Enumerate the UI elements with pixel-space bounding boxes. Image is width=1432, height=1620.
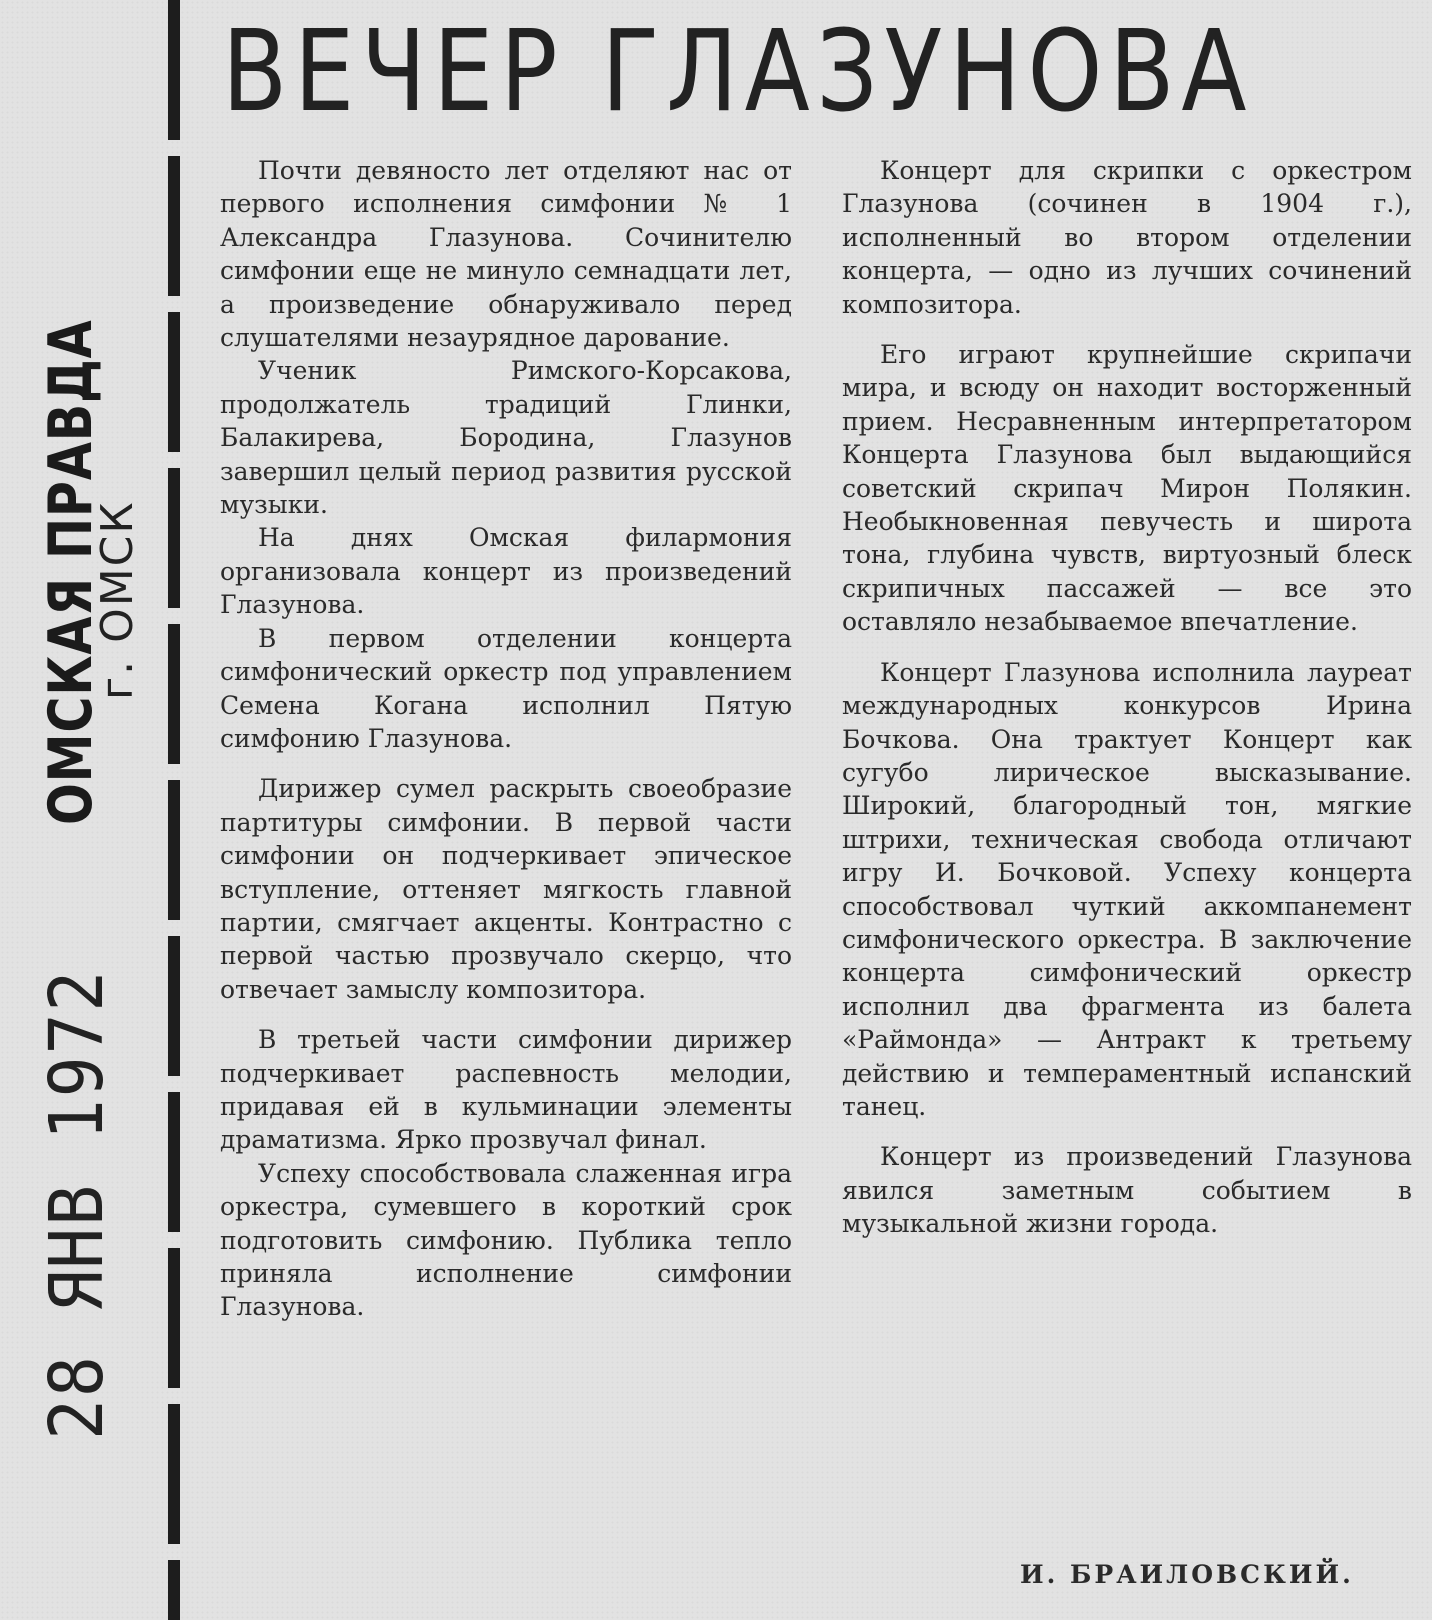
paragraph: В первом отделении концерта симфонический оркестр под управлением Семена Когана исполнил Пятую симфонию Глазунова.	[220, 623, 792, 753]
article-column-left	[220, 154, 792, 1324]
author-signature: И. БРАИЛОВСКИЙ.	[1020, 1560, 1354, 1589]
paragraph: В третьей части симфонии дирижер подчеркивает распевность мелодии, придавая ей в кульминации элементы драматизма. Ярко прозвучал финал.	[220, 1025, 792, 1155]
article-headline: ВЕЧЕР ГЛАЗУНОВА	[222, 7, 1254, 137]
paragraph: На днях Омская филармония организовала концерт из произведений Глазунова.	[220, 523, 792, 620]
paragraph: Дирижер сумел раскрыть своеобразие партитуры симфонии. В первой части симфонии он подчеркивает эпическое вступление, оттеняет мягкость главной партии, смягчает акценты. Контрастно с первой частью прозвучало скерцо, что отвечает замыслу композитора.	[220, 774, 792, 1004]
paragraph: Успеху способствовала слаженная игра оркестра, сумевшего в короткий срок подготовить симфонию. Публика тепло приняла исполнение симфонии Глазунова.	[220, 1158, 792, 1322]
paragraph: Почти девяносто лет отделяют нас от первого исполнения симфонии № 1 Александра Глазунова. Сочинителю симфонии еще не минуло семнадцати лет, а произведение обнаруживало перед слушателями незаурядное дарование.	[220, 156, 792, 353]
paragraph: Ученик Римского-Корсакова, продолжатель традиций Глинки, Балакирева, Бородина, Глазунов завершил целый период развития русской музыки.	[220, 356, 792, 520]
article-column-right	[842, 154, 1412, 1241]
newspaper-name: ОМСКАЯ ПРАВДА	[36, 319, 106, 825]
date-stamp: 28 ЯНВ 1972	[34, 968, 120, 1440]
vertical-divider	[168, 0, 180, 1620]
paragraph: Его играют крупнейшие скрипачи мира, и всюду он находит восторженный прием. Несравненным интерпретатором Концерта Глазунова был выдающийся советский скрипач Мирон Полякин. Необыкновенная певучесть и широта тона, глубина чувств, виртуозный блеск скрипичных пассажей — все это оставляло незабываемое впечатление.	[842, 340, 1412, 637]
city-label: г. ОМСК	[92, 500, 143, 700]
paragraph: Концерт Глазунова исполнила лауреат международных конкурсов Ирина Бочкова. Она трактует Концерт как сугубо лирическое высказывание. Широкий, благородный тон, мягкие штрихи, техническая свобода отличают игру И. Бочковой. Успеху концерта способствовал чуткий аккомпанемент симфонического оркестра. В заключение концерта симфонический оркестр исполнил два фрагмента из балета «Раймонда» — Антракт к третьему действию и темпераментный испанский танец.	[842, 657, 1412, 1121]
paragraph: Концерт из произведений Глазунова явился заметным событием в музыкальной жизни города.	[842, 1142, 1412, 1239]
paragraph: Концерт для скрипки с оркестром Глазунова (сочинен в 1904 г.), исполненный во втором отделении концерта, — одно из лучших сочинений композитора.	[842, 156, 1412, 319]
archive-stamp-margin	[0, 0, 160, 1620]
